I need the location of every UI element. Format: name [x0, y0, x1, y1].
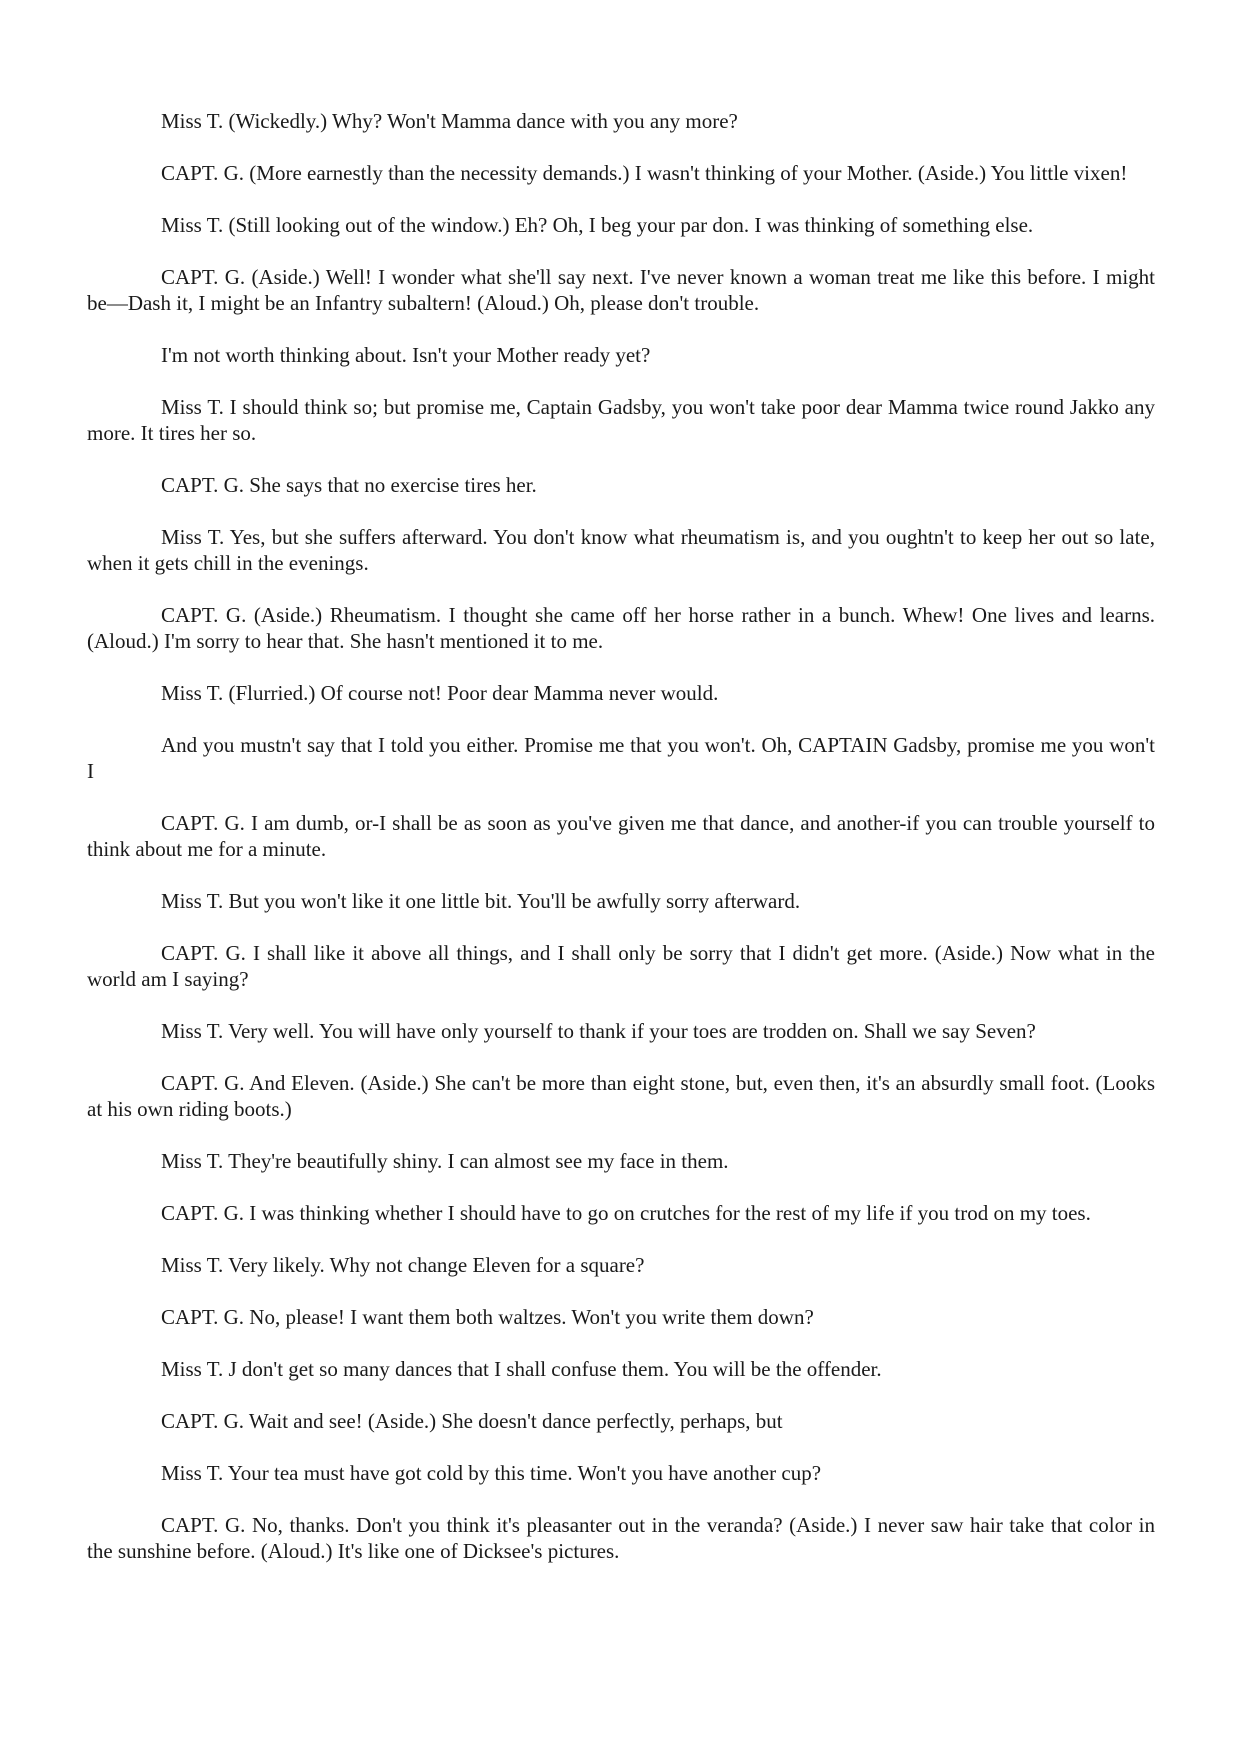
paragraph: CAPT. G. (Aside.) Well! I wonder what she'll say next. I've never known a woman treat me like this before. I might be—Dash it, I might be an Infantry subaltern! (Aloud.) Oh, please don't trouble. [87, 265, 1155, 315]
paragraph: Miss T. (Flurried.) Of course not! Poor dear Mamma never would. [161, 681, 719, 705]
paragraph: CAPT. G. No, please! I want them both waltzes. Won't you write them down? [161, 1305, 814, 1329]
paragraph: Miss T. I should think so; but promise me, Captain Gadsby, you won't take poor dear Mamma twice round Jakko any more. It tires her so. [87, 395, 1155, 445]
page-body [87, 108, 1155, 1590]
paragraph: CAPT. G. I was thinking whether I should have to go on crutches for the rest of my life if you trod on my toes. [161, 1201, 1091, 1225]
paragraph: And you mustn't say that I told you either. Promise me that you won't. Oh, CAPTAIN Gadsby, promise me you won't I [87, 733, 1155, 783]
paragraph: Miss T. Very well. You will have only yourself to thank if your toes are trodden on. Shall we say Seven? [161, 1019, 1036, 1043]
paragraph: Miss T. (Still looking out of the window.) Eh? Oh, I beg your par don. I was thinking of something else. [161, 213, 1034, 237]
paragraph: CAPT. G. She says that no exercise tires her. [161, 473, 537, 497]
paragraph: CAPT. G. (More earnestly than the necessity demands.) I wasn't thinking of your Mother. (Aside.) You little vixen! [161, 161, 1128, 185]
paragraph: Miss T. J don't get so many dances that I shall confuse them. You will be the offender. [161, 1357, 882, 1381]
paragraph: CAPT. G. (Aside.) Rheumatism. I thought she came off her horse rather in a bunch. Whew! One lives and learns. (Aloud.) I'm sorry to hear that. She hasn't mentioned it to me. [87, 603, 1155, 653]
paragraph: I'm not worth thinking about. Isn't your Mother ready yet? [161, 343, 651, 367]
paragraph: Miss T. Yes, but she suffers afterward. You don't know what rheumatism is, and you oughtn't to keep her out so late, when it gets chill in the evenings. [87, 525, 1155, 575]
paragraph: CAPT. G. I am dumb, or-I shall be as soon as you've given me that dance, and another-if you can trouble yourself to think about me for a minute. [87, 811, 1155, 861]
paragraph: CAPT. G. No, thanks. Don't you think it's pleasanter out in the veranda? (Aside.) I never saw hair take that color in the sunshine before. (Aloud.) It's like one of Dicksee's pictures. [87, 1513, 1155, 1563]
paragraph: Miss T. But you won't like it one little bit. You'll be awfully sorry afterward. [161, 889, 801, 913]
paragraph: Miss T. They're beautifully shiny. I can almost see my face in them. [161, 1149, 729, 1173]
paragraph: CAPT. G. Wait and see! (Aside.) She doesn't dance perfectly, perhaps, but [161, 1409, 783, 1433]
paragraph: Miss T. Your tea must have got cold by this time. Won't you have another cup? [161, 1461, 822, 1485]
paragraph: CAPT. G. I shall like it above all things, and I shall only be sorry that I didn't get more. (Aside.) Now what in the world am I saying? [87, 941, 1155, 991]
paragraph: Miss T. Very likely. Why not change Eleven for a square? [161, 1253, 645, 1277]
paragraph: CAPT. G. And Eleven. (Aside.) She can't be more than eight stone, but, even then, it's an absurdly small foot. (Looks at his own riding boots.) [87, 1071, 1155, 1121]
paragraph: Miss T. (Wickedly.) Why? Won't Mamma dance with you any more? [161, 109, 738, 133]
